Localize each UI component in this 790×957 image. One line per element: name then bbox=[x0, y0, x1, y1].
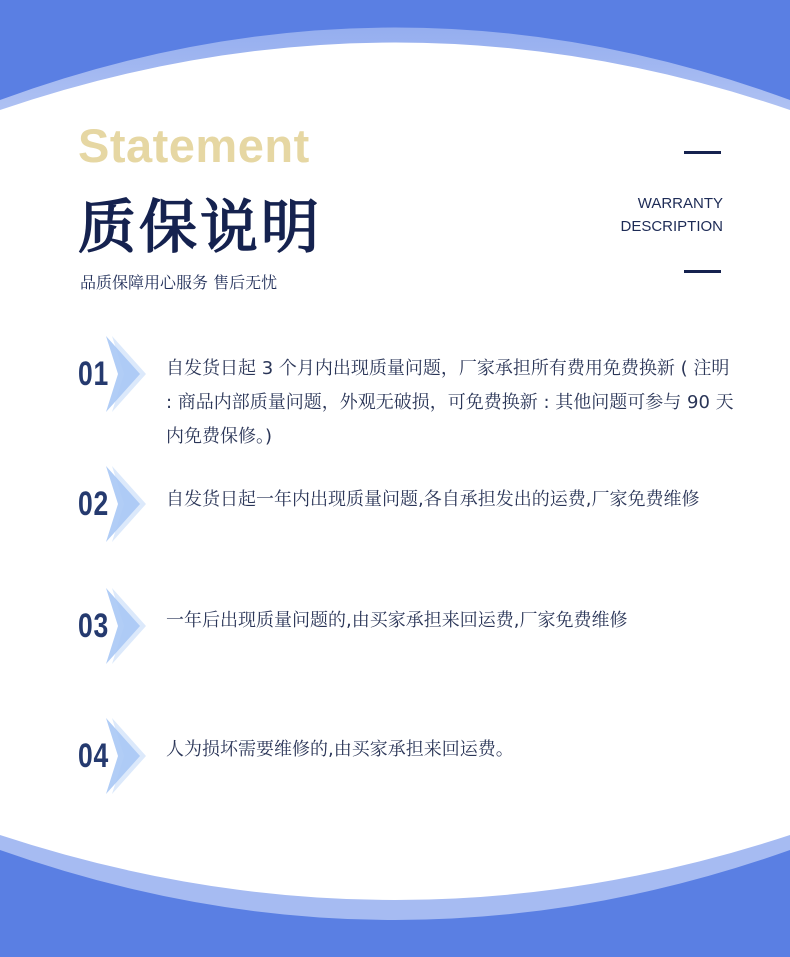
item-number: 02 bbox=[78, 485, 110, 523]
number-badge bbox=[72, 462, 152, 546]
side-label-line1: WARRANTY bbox=[637, 195, 723, 212]
item-number: 01 bbox=[78, 355, 110, 393]
side-label-line2: DESCRIPTION bbox=[620, 218, 723, 235]
item-number: 03 bbox=[78, 607, 110, 645]
number-badge bbox=[72, 584, 152, 668]
item-text: 人为损坏需要维修的,由买家承担来回运费。 bbox=[166, 739, 514, 760]
number-badge bbox=[72, 714, 152, 798]
side-divider-top bbox=[684, 151, 721, 154]
item-text: 一年后出现质量问题的,由买家承担来回运费,厂家免费维修 bbox=[166, 610, 628, 631]
item-text: 自发货日起一年内出现质量问题,各自承担发出的运费,厂家免费维修 bbox=[166, 489, 700, 510]
item-number: 04 bbox=[78, 737, 110, 775]
item-text: 自发货日起 3 个月内出现质量问题，厂家承担所有费用免费换新 ( 注明 : 商品内部质量问题，外观无破损，可免费换新 : 其他问题可参与 90 天内免费保修。) bbox=[166, 358, 734, 447]
side-divider-bottom bbox=[684, 270, 721, 273]
number-badge bbox=[72, 332, 152, 416]
statement-heading: Statement bbox=[78, 119, 310, 172]
page-title: 质保说明 bbox=[78, 193, 323, 261]
side-label bbox=[590, 192, 723, 238]
page-subtitle: 品质保障用心服务 售后无忧 bbox=[80, 273, 278, 292]
